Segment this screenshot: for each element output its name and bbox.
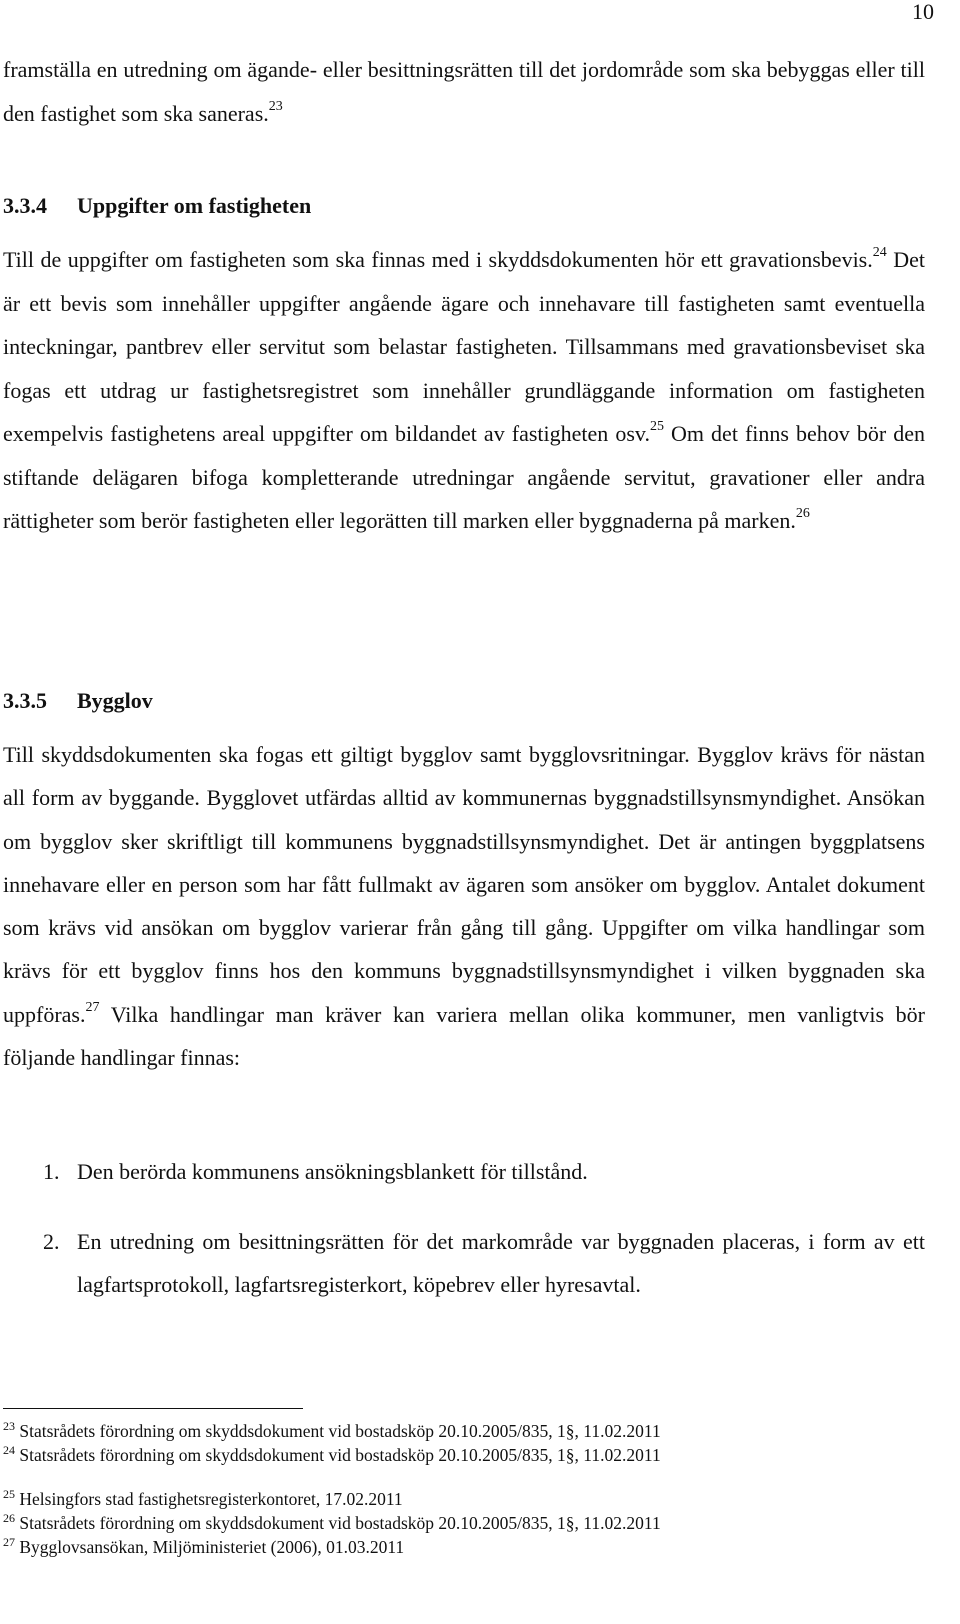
- footnote-23: [3, 1419, 925, 1443]
- footnote-ref-23[interactable]: 23: [268, 98, 283, 114]
- paragraph-text: Till skyddsdokumenten ska fogas ett giltigt bygglov samt bygglovsritningar. Bygglov krävs för nästan all form av byggande. Bygglovet utfärdas alltid av kommunernas byggnadstillsynsmyndighet. Ansökan om bygglov sker skriftligt till kommunens byggnadstillsynsmyndighet. Det är antingen byggplatsens innehavare eller en person som har fått fullmakt av ägaren som ansöker om bygglov. Antalet dokument som krävs vid ansökan om bygglov varierar från gång till gång. Uppgifter om vilka handlingar som krävs för ett bygglov finns hos den kommuns byggnadstillsynsmyndighet i vilken byggnaden ska uppföras.: [3, 742, 925, 1027]
- footnote-text: Statsrådets förordning om skyddsdokument vid bostadsköp 20.10.2005/835, 1§, 11.02.2011: [19, 1445, 661, 1465]
- section-number: 3.3.4: [3, 193, 47, 218]
- section-heading-fastigheten: [3, 191, 311, 221]
- footnote-26: [3, 1511, 925, 1535]
- list-item-text: Den berörda kommunens ansökningsblankett för tillstånd.: [77, 1159, 588, 1184]
- footnote-divider: [3, 1408, 303, 1409]
- footnote-text: Bygglovsansökan, Miljöministeriet (2006), 01.03.2011: [19, 1537, 405, 1557]
- footnote-text: Helsingfors stad fastighetsregisterkontoret, 17.02.2011: [19, 1489, 403, 1509]
- footnote-number: 25: [3, 1486, 15, 1501]
- paragraph-text: Vilka handlingar man kräver kan variera mellan olika kommuner, men vanligtvis bör följande handlingar finnas:: [3, 1001, 925, 1071]
- page-number: 10: [912, 0, 934, 24]
- footnote-27: [3, 1535, 925, 1559]
- paragraph-text: Till de uppgifter om fastigheten som ska finnas med i skyddsdokumenten hör ett gravationsbevis.: [3, 247, 873, 272]
- footnote-number: 24: [3, 1442, 15, 1457]
- list-item-text: En utredning om besittningsrätten för det markområde var byggnaden placeras, i form av ett lagfartsprotokoll, lagfartsregisterkort, köpebrev eller hyresavtal.: [77, 1229, 925, 1297]
- section-title: Uppgifter om fastigheten: [77, 193, 312, 218]
- footnote-25: [3, 1487, 925, 1511]
- paragraph-bygglov: [3, 733, 925, 1079]
- list-item-number: 1.: [43, 1159, 60, 1184]
- footnote-ref-26[interactable]: 26: [795, 505, 810, 521]
- footnotes: [3, 1419, 925, 1559]
- footnote-number: 23: [3, 1418, 15, 1433]
- section-heading-bygglov: [3, 686, 153, 716]
- footnote-number: 26: [3, 1510, 15, 1525]
- footnote-text: Statsrådets förordning om skyddsdokument vid bostadsköp 20.10.2005/835, 1§, 11.02.2011: [19, 1513, 661, 1533]
- paragraph-intro: [3, 48, 925, 136]
- footnote-text: Statsrådets förordning om skyddsdokument vid bostadsköp 20.10.2005/835, 1§, 11.02.2011: [19, 1421, 661, 1441]
- section-number: 3.3.5: [3, 688, 47, 713]
- list-item: [3, 1220, 925, 1306]
- footnote-ref-27[interactable]: 27: [85, 999, 100, 1015]
- footnote-ref-24[interactable]: 24: [872, 244, 887, 260]
- footnote-24: [3, 1443, 925, 1467]
- footnote-number: 27: [3, 1534, 15, 1549]
- paragraph-fastigheten: [3, 238, 925, 543]
- list-item: [3, 1152, 925, 1192]
- list-item-number: 2.: [43, 1229, 60, 1254]
- paragraph-text: framställa en utredning om ägande- eller besittningsrätten till det jordområde som ska bebyggas eller till den fastighet som ska saneras.: [3, 57, 925, 126]
- paragraph-text: Om det finns behov bör den stiftande delägaren bifoga kompletterande utredningar angående servitut, gravationer eller andra rättigheter som berör fastigheten eller legorätten till marken eller byggnaderna på marken.: [3, 421, 925, 533]
- section-title: Bygglov: [77, 688, 153, 713]
- paragraph-text: Det är ett bevis som innehåller uppgifter angående ägare och innehavare till fastigheten samt eventuella inteckningar, pantbrev eller servitut som belastar fastigheten. Tillsammans med gravationsbeviset ska fogas ett utdrag ur fastighetsregistret som innehåller grundläggande information om fastigheten exempelvis fastighetens areal uppgifter om bildandet av fastigheten osv.: [3, 247, 925, 446]
- footnote-ref-25[interactable]: 25: [649, 418, 664, 434]
